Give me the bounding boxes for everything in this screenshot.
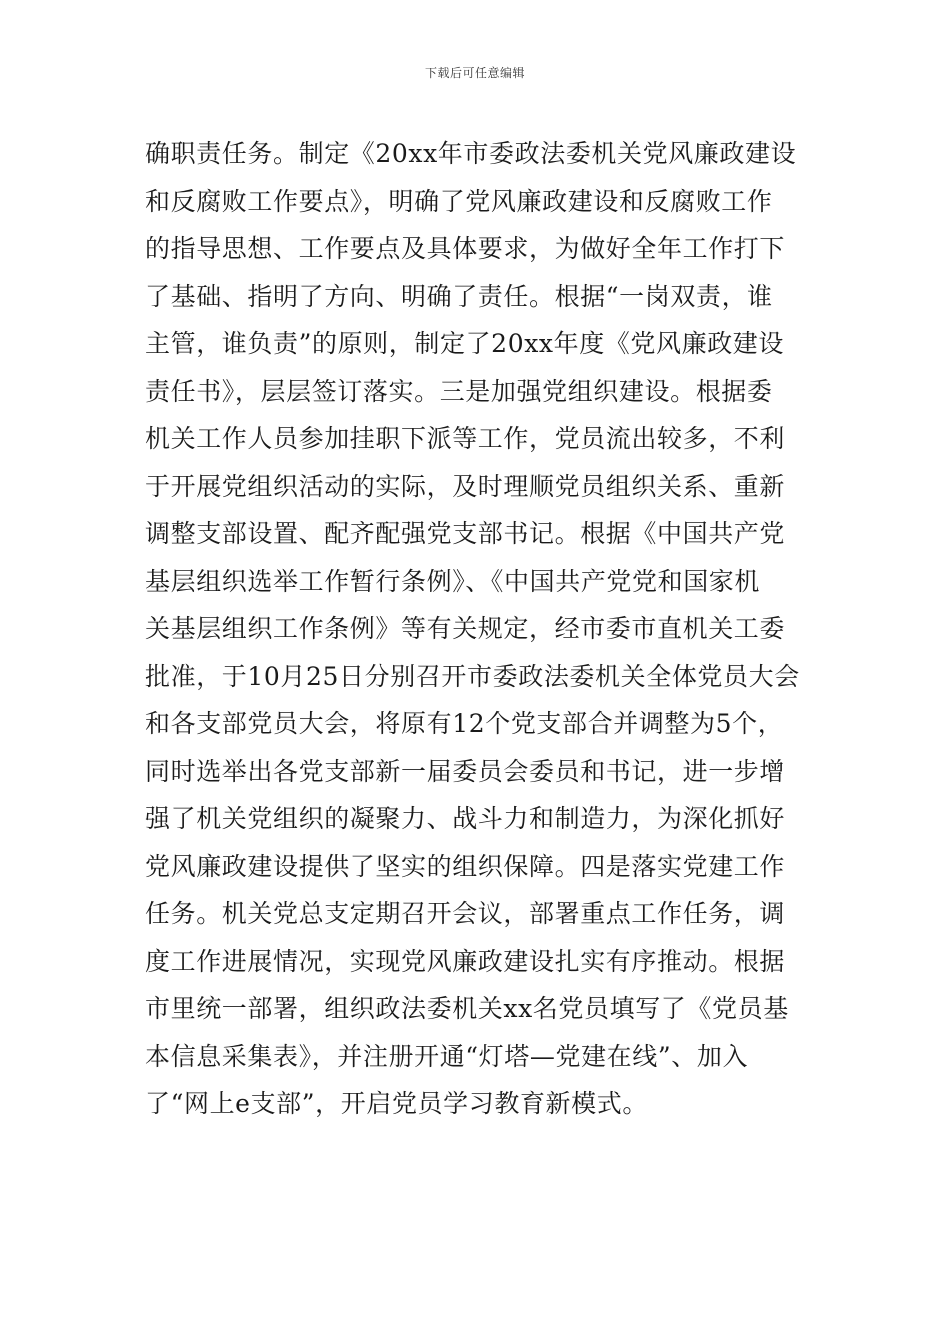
text-line: 同时选举出各党支部新一届委员会委员和书记，进一步增: [145, 756, 786, 786]
text-line: 和各支部党员大会，将原有12个党支部合并调整为5个，: [145, 709, 784, 738]
text-line: 基层组织选举工作暂行条例》、《中国共产党党和国家机: [145, 566, 761, 596]
text-line: 和反腐败工作要点》，明确了党风廉政建设和反腐败工作: [145, 186, 773, 216]
text-line: 了“网上e支部”，开启党员学习教育新模式。: [145, 1089, 648, 1118]
page-header: 下载后可任意编辑: [424, 66, 525, 80]
text-line: 了基础、指明了方向、明确了责任。根据“一岗双责，谁: [145, 281, 773, 311]
text-line: 机关工作人员参加挂职下派等工作，党员流出较多，不利: [145, 424, 786, 453]
text-line: 强了机关党组织的凝聚力、战斗力和制造力，为深化抓好: [145, 804, 786, 833]
text-line: 本信息采集表》，并注册开通“灯塔—党建在线”、加入: [145, 1041, 749, 1071]
text-line: 确职责任务。制定《20xx年市委政法委机关党风廉政建设: [145, 139, 797, 168]
body-paragraph: [145, 130, 815, 1128]
text-line: 调整支部设置、配齐配强党支部书记。根据《中国共产党: [145, 519, 786, 548]
text-line: 度工作进展情况，实现党风廉政建设扎实有序推动。根据: [145, 946, 786, 976]
text-line: 于开展党组织活动的实际，及时理顺党员组织关系、重新: [145, 471, 786, 501]
text-line: 关基层组织工作条例》等有关规定，经市委市直机关工委: [145, 614, 786, 643]
text-line: 党风廉政建设提供了坚实的组织保障。四是落实党建工作: [145, 851, 786, 881]
text-line: 市里统一部署，组织政法委机关xx名党员填写了《党员基: [145, 994, 789, 1023]
text-line: 的指导思想、工作要点及具体要求，为做好全年工作打下: [145, 234, 786, 263]
text-line: 任务。机关党总支定期召开会议，部署重点工作任务，调: [145, 899, 786, 928]
text-line: 责任书》，层层签订落实。三是加强党组织建设。根据委: [145, 376, 773, 406]
text-line: 主管，谁负责”的原则，制定了20xx年度《党风廉政建设: [145, 329, 784, 358]
text-line: 批准，于10月25日分别召开市委政法委机关全体党员大会: [145, 661, 800, 691]
